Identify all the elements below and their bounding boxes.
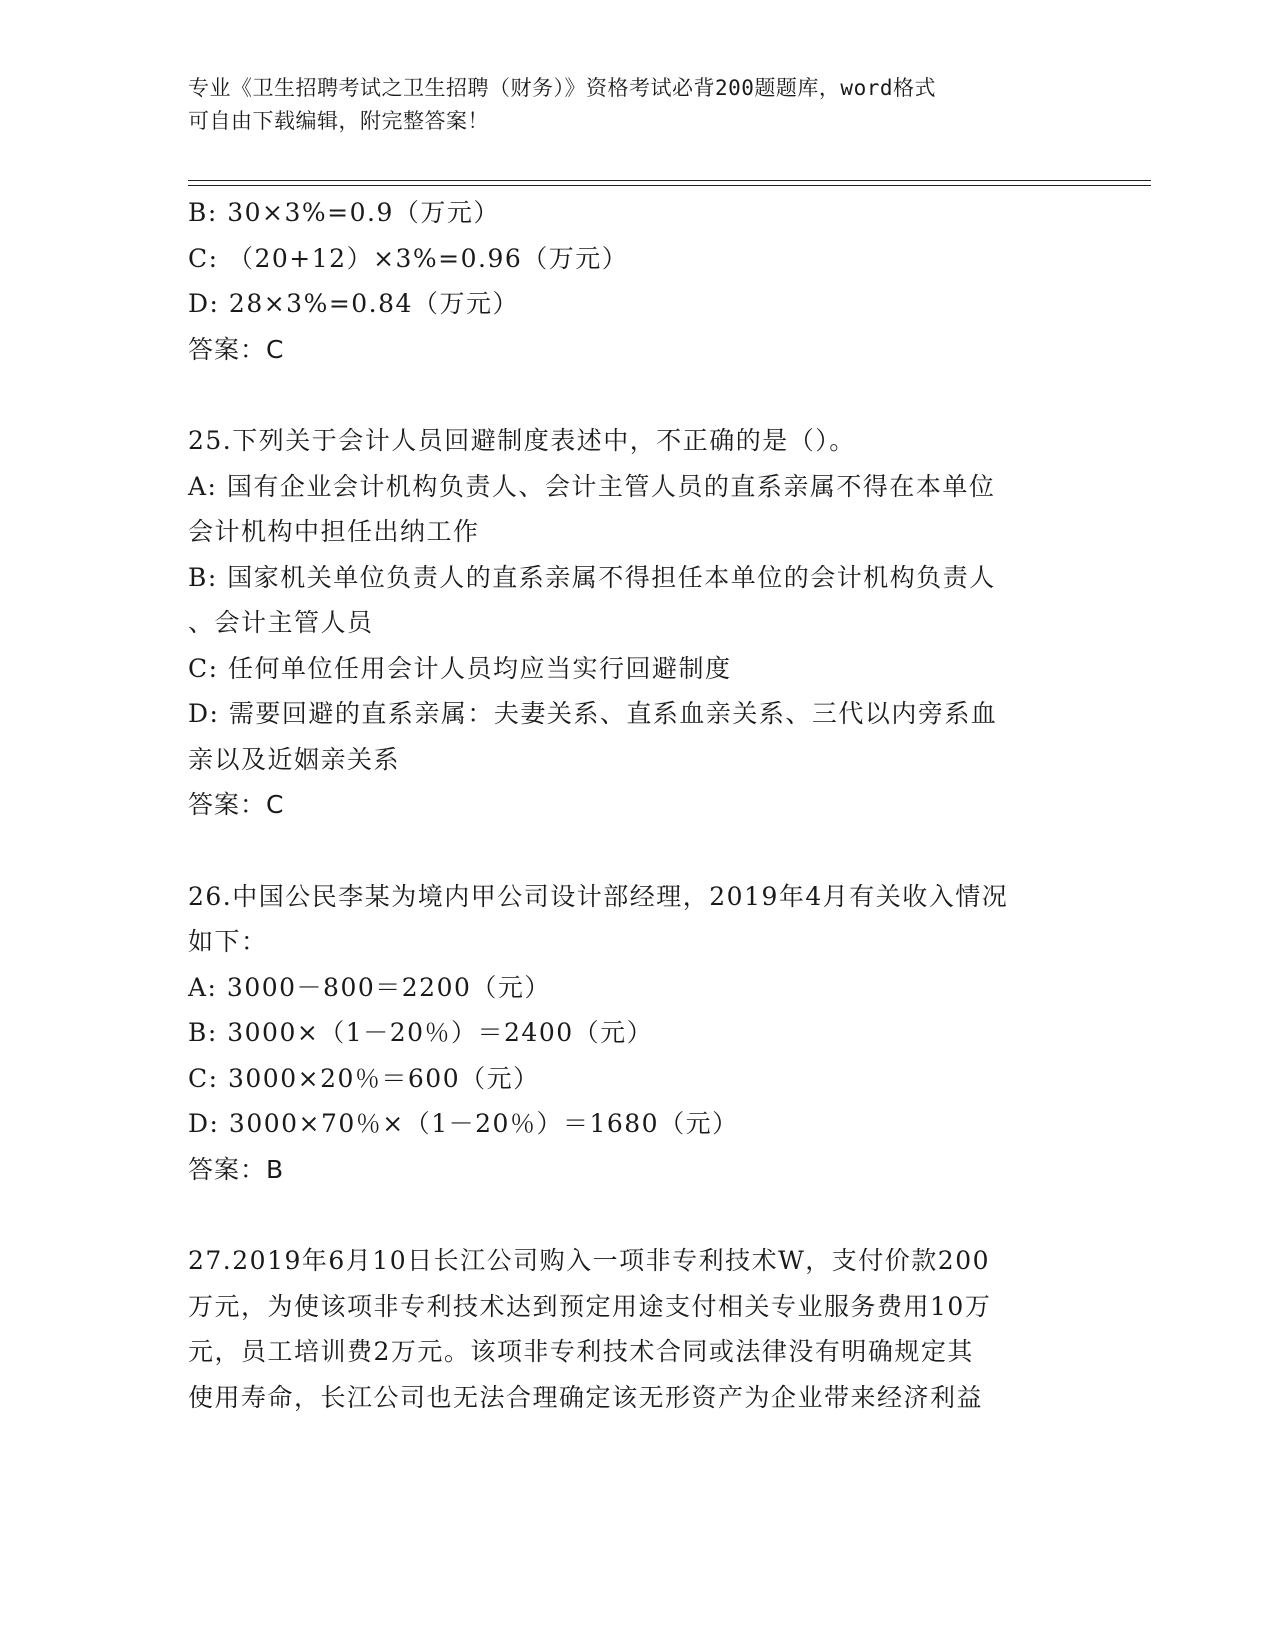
question-stem-cont: 元，员工培训费2万元。该项非专利技术合同或法律没有明确规定其	[188, 1337, 974, 1366]
option-d: D: 3000×70％×（1－20％）＝1680（元）	[188, 1109, 739, 1138]
option-d: D: 28×3%=0.84（万元）	[188, 289, 519, 318]
header-rule-top	[188, 180, 1151, 181]
option-b: B: 30×3%=0.9（万元）	[188, 198, 500, 227]
spacer	[188, 828, 1088, 874]
answer: 答案：B	[188, 1154, 285, 1184]
option-d-cont: 亲以及近姻亲关系	[188, 744, 401, 774]
answer: 答案：C	[188, 790, 285, 819]
option-a: A: 3000－800＝2200（元）	[188, 972, 551, 1002]
question-25	[188, 418, 1088, 828]
header-rule-bottom	[188, 185, 1151, 186]
question-stem: 26.中国公民李某为境内甲公司设计部经理，2019年4月有关收入情况	[188, 881, 1009, 911]
option-c: C: （20+12）×3%=0.96（万元）	[188, 243, 629, 273]
document-body	[188, 190, 1088, 1420]
option-c: C: 任何单位任用会计人员均应当实行回避制度	[188, 653, 732, 683]
question-stem: 25.下列关于会计人员回避制度表述中，不正确的是（）。	[188, 426, 856, 455]
spacer	[188, 1192, 1088, 1238]
answer: 答案：C	[188, 334, 285, 364]
option-b-cont: 、会计主管人员	[188, 608, 374, 637]
option-b: B: 国家机关单位负责人的直系亲属不得担任本单位的会计机构负责人	[188, 562, 996, 592]
question-26	[188, 874, 1088, 1193]
option-a: A: 国有企业会计机构负责人、会计主管人员的直系亲属不得在本单位	[188, 471, 996, 501]
header-line-2: 可自由下载编辑，附完整答案！	[188, 109, 489, 133]
question-stem: 27.2019年6月10日长江公司购入一项非专利技术W，支付价款200	[188, 1246, 991, 1275]
option-a-cont: 会计机构中担任出纳工作	[188, 517, 480, 546]
option-d: D: 需要回避的直系亲属：夫妻关系、直系血亲关系、三代以内旁系血	[188, 699, 998, 728]
header-line-1: 专业《卫生招聘考试之卫生招聘（财务）》资格考试必背200题题库，word格式	[188, 76, 936, 100]
page-header	[188, 72, 1068, 138]
question-stem-cont: 万元，为使该项非专利技术达到预定用途支付相关专业服务费用10万	[188, 1291, 992, 1321]
question-stem-cont: 使用寿命，长江公司也无法合理确定该无形资产为企业带来经济利益	[188, 1382, 984, 1412]
question-24-tail	[188, 190, 1088, 372]
spacer	[188, 372, 1088, 418]
option-b: B: 3000×（1－20％）＝2400（元）	[188, 1018, 654, 1047]
question-27	[188, 1238, 1088, 1420]
question-stem-cont: 如下：	[188, 927, 268, 956]
option-c: C: 3000×20％＝600（元）	[188, 1063, 540, 1093]
